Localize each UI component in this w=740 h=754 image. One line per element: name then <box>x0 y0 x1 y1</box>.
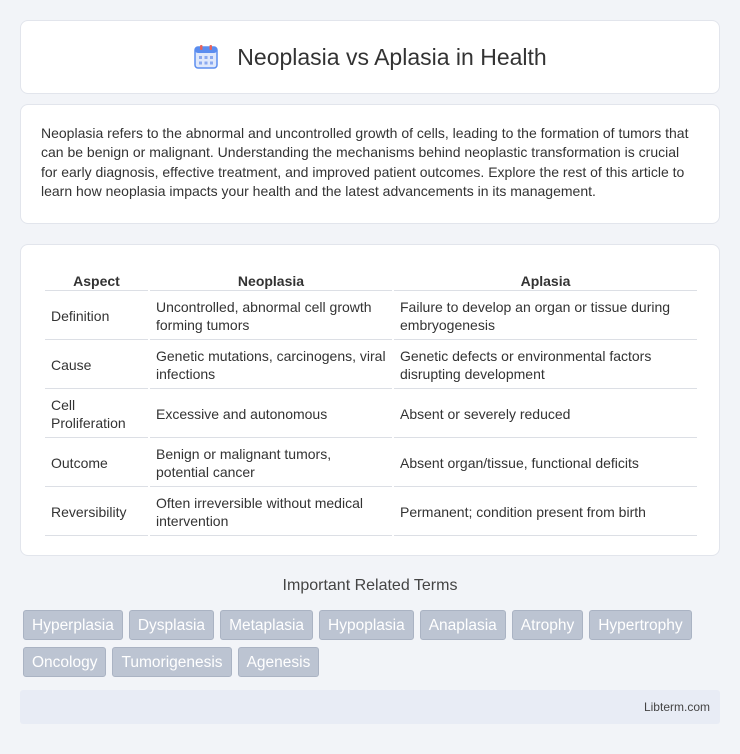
page-title: Neoplasia vs Aplasia in Health <box>237 43 547 70</box>
tag-hypoplasia[interactable]: Hypoplasia <box>319 610 414 640</box>
header-neoplasia: Neoplasia <box>150 267 392 291</box>
table-row <box>45 293 697 340</box>
comparison-table <box>43 265 699 538</box>
row-aplasia: Genetic defects or environmental factors disrupting development <box>394 342 697 389</box>
tag-anaplasia[interactable]: Anaplasia <box>420 610 506 640</box>
tag-hypertrophy[interactable]: Hypertrophy <box>589 610 691 640</box>
row-aplasia: Absent or severely reduced <box>394 391 697 438</box>
table-row <box>45 391 697 438</box>
tag-agenesis[interactable]: Agenesis <box>238 647 320 677</box>
comparison-table-card <box>20 244 720 556</box>
tag-tumorigenesis[interactable]: Tumorigenesis <box>112 647 231 677</box>
intro-card <box>20 104 720 224</box>
footer <box>20 690 720 724</box>
tag-hyperplasia[interactable]: Hyperplasia <box>23 610 123 640</box>
row-neoplasia: Uncontrolled, abnormal cell growth forming tumors <box>150 293 392 340</box>
row-aspect: Cause <box>45 342 148 389</box>
table-row <box>45 440 697 487</box>
tag-metaplasia[interactable]: Metaplasia <box>220 610 313 640</box>
title-card <box>20 20 720 94</box>
row-aspect: Definition <box>45 293 148 340</box>
related-terms-tags <box>23 610 723 677</box>
table-row <box>45 342 697 389</box>
tag-atrophy[interactable]: Atrophy <box>512 610 583 640</box>
table-header-row <box>45 267 697 291</box>
header-aplasia: Aplasia <box>394 267 697 291</box>
row-neoplasia: Excessive and autonomous <box>150 391 392 438</box>
row-aplasia: Absent organ/tissue, functional deficits <box>394 440 697 487</box>
intro-text: Neoplasia refers to the abnormal and uncontrolled growth of cells, leading to the formation of tumors that can be benign or malignant. Understanding the mechanisms behind neoplastic transformation is crucial for early diagnosis, effective treatment, and improved patient outcomes. Explore the rest of this article to learn how neoplasia impacts your health and the latest advancements in its management. <box>41 125 689 200</box>
row-neoplasia: Often irreversible without medical intervention <box>150 489 392 536</box>
table-row <box>45 489 697 536</box>
related-terms-heading: Important Related Terms <box>282 577 458 594</box>
row-neoplasia: Genetic mutations, carcinogens, viral infections <box>150 342 392 389</box>
row-aspect: Cell Proliferation <box>45 391 148 438</box>
tag-dysplasia[interactable]: Dysplasia <box>129 610 214 640</box>
footer-link[interactable]: Libterm.com <box>643 700 710 714</box>
row-neoplasia: Benign or malignant tumors, potential cancer <box>150 440 392 487</box>
row-aplasia: Permanent; condition present from birth <box>394 489 697 536</box>
row-aspect: Reversibility <box>45 489 148 536</box>
row-aplasia: Failure to develop an organ or tissue during embryogenesis <box>394 293 697 340</box>
tag-oncology[interactable]: Oncology <box>23 647 106 677</box>
calendar-icon <box>193 44 219 70</box>
row-aspect: Outcome <box>45 440 148 487</box>
header-aspect: Aspect <box>45 267 148 291</box>
